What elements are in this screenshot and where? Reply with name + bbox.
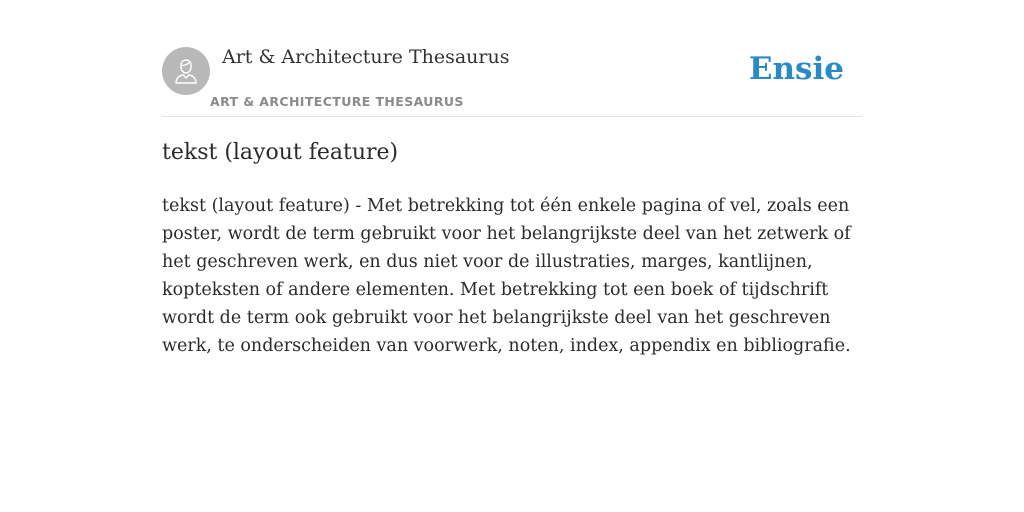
brand-logo[interactable]: Ensie: [748, 51, 844, 87]
user-silhouette-icon: [171, 56, 201, 86]
author-name[interactable]: Art & Architecture Thesaurus: [222, 46, 510, 68]
avatar[interactable]: [162, 47, 210, 95]
definition-text: tekst (layout feature) - Met betrekking tot één enkele pagina of vel, zoals een poster, wordt de term gebruikt voor het belangrijkste deel van het zetwerk of het geschreven werk, en dus niet voor de illustraties, marges, kantlijnen, kopteksten of andere elementen. Met betrekking tot een boek of tijdschrift wordt de term ook gebruikt voor het belangrijkste deel van het geschreven werk, te onderscheiden van voorwerk, noten, index, appendix en bibliografie.: [162, 196, 851, 356]
entry-card: [162, 0, 862, 356]
source-label[interactable]: ART & ARCHITECTURE THESAURUS: [210, 94, 464, 109]
page-title: tekst (layout feature): [162, 140, 399, 165]
entry-header: [162, 0, 862, 117]
